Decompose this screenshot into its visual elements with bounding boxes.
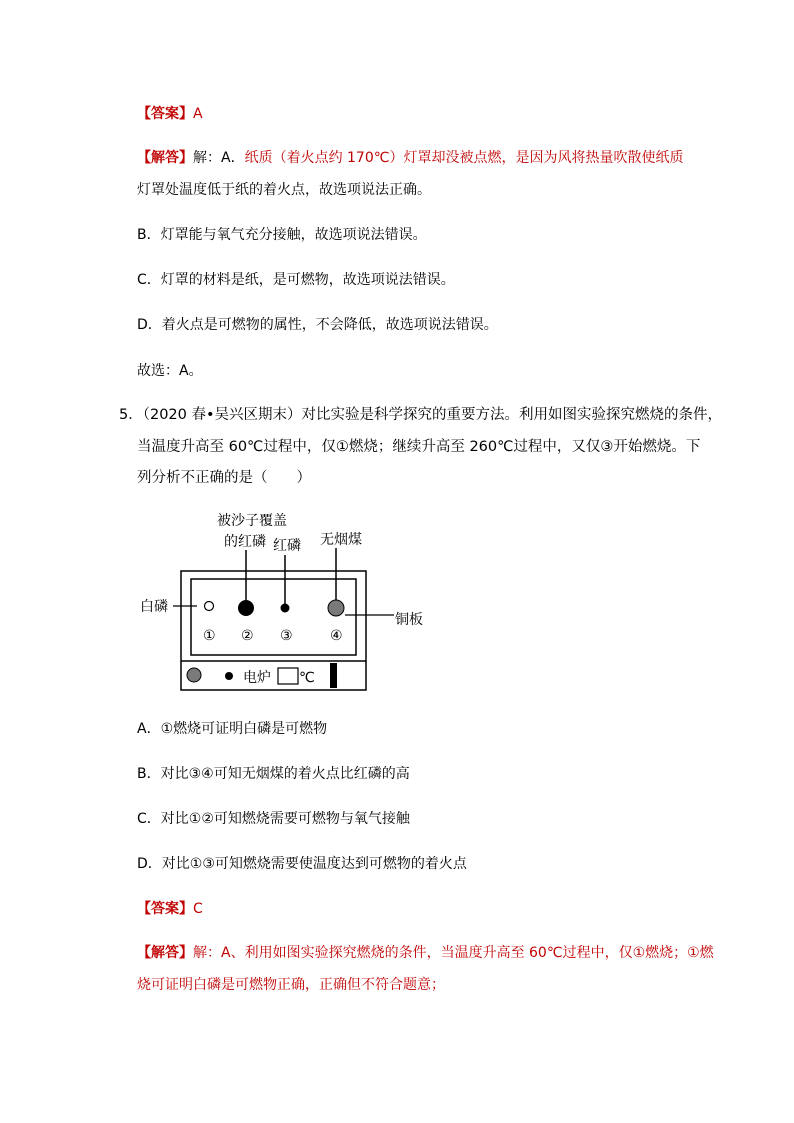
sample-covered-red-phosphorus: [238, 600, 254, 616]
analysis-option-c: C．灯罩的材料是纸，是可燃物，故选项说法错误。: [137, 272, 455, 288]
analysis-tag: 【解答】: [137, 150, 193, 166]
question-5-line-2: 当温度升高至 60℃过程中，仅①燃烧；继续升高至 260℃过程中，又仅③开始燃烧。下: [137, 439, 701, 455]
label-stove: 电炉: [243, 670, 271, 686]
option-d: D．对比①③可知燃烧需要使温度达到可燃物的着火点: [137, 856, 467, 872]
num-1: ①: [203, 628, 216, 644]
stove-indicator: [225, 672, 233, 680]
analysis-tag-2: 【解答】: [137, 945, 193, 961]
label-white-p: 白磷: [140, 599, 168, 615]
analysis-2-text: 解：A、利用如图实验探究燃烧的条件，当温度升高至 60℃过程中，仅①燃烧；①燃: [193, 945, 714, 961]
option-c: C．对比①②可知燃烧需要可燃物与氧气接触: [137, 811, 410, 827]
stove-switch: [330, 663, 337, 688]
analysis-option-b: B．灯罩能与氧气充分接触，故选项说法错误。: [137, 227, 427, 243]
sample-red-phosphorus: [281, 604, 290, 613]
label-copper: 铜板: [395, 612, 423, 628]
temperature-display: [278, 668, 298, 684]
answer-value: A: [193, 106, 203, 122]
experiment-diagram: [137, 505, 437, 695]
label-covered-1: 被沙子覆盖: [217, 513, 287, 529]
label-red-p: 红磷: [273, 538, 301, 554]
answer-line-1: [137, 104, 203, 124]
analysis-2-line-1: [137, 943, 714, 963]
option-a: A．①燃烧可证明白磷是可燃物: [137, 721, 328, 737]
analysis-prefix: 解：A．: [193, 150, 245, 166]
analysis-line-2: 灯罩处温度低于纸的着火点，故选项说法正确。: [137, 182, 431, 198]
analysis-line-1: [137, 148, 683, 168]
label-coal: 无烟煤: [320, 532, 362, 548]
stove-knob: [187, 668, 201, 682]
sample-white-phosphorus: [205, 602, 214, 611]
answer-tag-2: 【答案】: [137, 901, 193, 917]
answer-value-2: C: [193, 901, 203, 917]
num-3: ③: [280, 628, 293, 644]
num-4: ④: [330, 628, 343, 644]
sample-coal: [328, 600, 344, 616]
answer-line-2: [137, 899, 203, 919]
analysis-choice: 故选：A。: [137, 363, 203, 379]
label-covered-2: 的红磷: [224, 534, 266, 550]
num-2: ②: [241, 628, 254, 644]
option-b: B．对比③④可知无烟煤的着火点比红磷的高: [137, 766, 410, 782]
question-5-line-1: 5．（2020 春•吴兴区期末）对比实验是科学探究的重要方法。利用如图实验探究燃烧的条件，: [119, 407, 723, 423]
answer-tag: 【答案】: [137, 106, 193, 122]
question-5-line-3: 列分析不正确的是（ ）: [137, 470, 311, 486]
experiment-figure: [137, 505, 437, 695]
analysis-2-line-2: 烧可证明白磷是可燃物正确，正确但不符合题意；: [137, 977, 445, 993]
analysis-option-d: D．着火点是可燃物的属性，不会降低，故选项说法错误。: [137, 317, 498, 333]
analysis-text: 纸质（着火点约 170℃）灯罩却没被点燃，是因为风将热量吹散使纸质: [244, 150, 684, 166]
label-unit: ℃: [299, 670, 315, 686]
